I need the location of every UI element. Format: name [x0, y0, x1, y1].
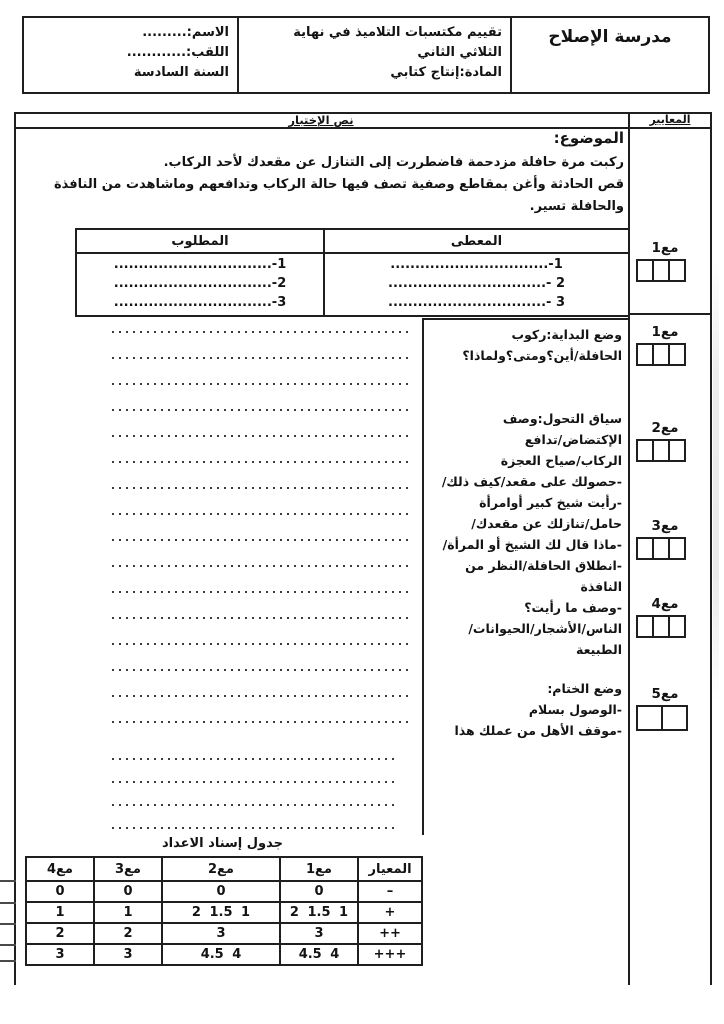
- criterion-label: مع1: [651, 240, 679, 256]
- cut-table-fragment: [0, 856, 16, 962]
- criterion-score-boxes: [636, 537, 694, 560]
- writing-dotted-line: [112, 359, 412, 385]
- grading-value-cell: 0: [280, 881, 358, 902]
- writing-dotted-line: [112, 541, 412, 567]
- guideline-line: حامل/تنازلك عن مقعدك/: [471, 516, 622, 531]
- guideline-line: -وصف ما رأيت؟: [524, 600, 622, 615]
- criteria-section: [636, 322, 694, 366]
- writing-dotted-line: [112, 437, 412, 463]
- writing-dotted-line: [112, 619, 412, 645]
- criterion-score-boxes: [636, 259, 694, 282]
- test-text-bar-title: نص الإختبار: [288, 113, 354, 127]
- criterion-score-boxes: [636, 615, 694, 638]
- guideline-line: وضع البداية:ركوب: [511, 327, 622, 342]
- grading-value-cell: 0: [94, 881, 162, 902]
- grading-table-row: [26, 902, 422, 923]
- criterion-label: مع2: [651, 420, 679, 436]
- guideline-line: -موقف الأهل من عملك هذا: [454, 723, 622, 738]
- subject-matter-line: المادة:إنتاج كتابي: [390, 65, 502, 80]
- grading-value-cell: 0: [26, 881, 94, 902]
- required-header: المطلوب: [76, 229, 324, 253]
- grading-value-cell: 3: [26, 944, 94, 965]
- guideline-line: الحافلة/أين؟ومتى؟ولماذا؟: [462, 348, 622, 363]
- score-box: [661, 705, 688, 731]
- school-name: مدرسة الإصلاح: [548, 27, 672, 47]
- guideline-line: -رأيت شيخ كبير أوامرأة: [479, 495, 622, 510]
- grading-value-cell: 4.5 4: [280, 944, 358, 965]
- assessment-title-line: الثلاثي الثاني: [417, 45, 502, 60]
- guideline-line: سياق التحول:وصف: [502, 411, 622, 426]
- writing-dotted-line: [112, 806, 395, 829]
- writing-dotted-line: [112, 645, 412, 671]
- writing-dotted-line: [112, 411, 412, 437]
- criterion-label: مع1: [651, 324, 679, 340]
- writing-dotted-line: [112, 307, 412, 333]
- grading-symbol-cell: +++: [358, 944, 422, 965]
- given-required-table: [75, 228, 630, 317]
- assessment-title-line: تقييم مكتسبات التلاميذ في نهاية: [293, 25, 502, 40]
- grading-table-row: [26, 923, 422, 944]
- grading-value-cell: 4.5 4: [162, 944, 280, 965]
- criteria-column-header: المعايير: [649, 113, 691, 126]
- criteria-section: [636, 594, 694, 638]
- grading-header-cell: مع3: [94, 857, 162, 881]
- subject-paragraph-line: ركبت مرة حافلة مزدحمة فاضطررت إلى التنازل عن مقعدك لأحد الركاب.: [163, 155, 624, 170]
- score-box: [668, 259, 686, 282]
- score-box: [636, 705, 663, 731]
- guideline-line: -انطلاق الحافلة/النظر من: [465, 558, 622, 573]
- student-info-cell: [24, 18, 237, 92]
- writing-dotted-line: [112, 385, 412, 411]
- criteria-section: [636, 418, 694, 462]
- criteria-section: [636, 684, 694, 731]
- grading-symbol-cell: ++: [358, 923, 422, 944]
- criteria-section: [636, 516, 694, 560]
- numbered-dotted-line: 2-................................: [113, 276, 287, 291]
- header-table: [22, 16, 710, 94]
- writing-dotted-line: [112, 463, 412, 489]
- grading-symbol-cell: +: [358, 902, 422, 923]
- writing-dotted-line: [112, 697, 412, 723]
- grading-header-cell: مع2: [162, 857, 280, 881]
- guideline-block: [426, 408, 622, 660]
- criterion-label: مع5: [651, 686, 679, 702]
- subject-paragraph-line: قص الحادثة وأغن بمقاطع وصفية تصف فيها حالة الركاب وتدافعهم وماشاهدت من النافذة: [53, 177, 624, 192]
- grading-value-cell: 1: [26, 902, 94, 923]
- grading-value-cell: 2 1.5 1: [280, 902, 358, 923]
- grading-value-cell: 2 1.5 1: [162, 902, 280, 923]
- guideline-block: [426, 324, 622, 366]
- given-header: المعطى: [324, 229, 629, 253]
- criteria-column: [630, 128, 710, 985]
- score-box: [668, 537, 686, 560]
- writing-dotted-line: [112, 760, 395, 783]
- cut-table-line: [0, 923, 16, 925]
- grading-value-cell: 2: [94, 923, 162, 944]
- subject-heading: الموضوع:: [553, 129, 624, 147]
- numbered-dotted-line: 2 -................................: [388, 276, 565, 291]
- writing-area-lower: [112, 737, 395, 829]
- writing-dotted-line: [112, 489, 412, 515]
- guideline-line: -الوصول بسلام: [528, 702, 622, 717]
- writing-dotted-line: [112, 567, 412, 593]
- numbered-dotted-line: 1-................................: [390, 257, 563, 272]
- cut-table-line: [0, 880, 16, 882]
- subject-paragraph-line: والحافلة تسير.: [529, 199, 624, 214]
- grading-table-row: [26, 881, 422, 902]
- main-frame-right-border: [710, 112, 712, 985]
- writing-dotted-line: [112, 333, 412, 359]
- grading-header-cell: مع4: [26, 857, 94, 881]
- criterion-score-boxes: [636, 343, 694, 366]
- writing-dotted-line: [112, 737, 395, 760]
- scanner-streak: [713, 262, 719, 702]
- grading-header-cell: المعيار: [358, 857, 422, 881]
- score-box: [668, 439, 686, 462]
- grading-value-cell: 2: [26, 923, 94, 944]
- writing-dotted-line: [112, 783, 395, 806]
- score-box: [668, 343, 686, 366]
- criterion-score-boxes: [636, 439, 694, 462]
- guideline-line: الإكتضاض/تدافع: [524, 432, 622, 447]
- grading-value-cell: 0: [162, 881, 280, 902]
- cut-table-line: [0, 960, 16, 962]
- numbered-dotted-line: 1-................................: [113, 257, 287, 272]
- criterion-label: مع4: [651, 596, 679, 612]
- guideline-line: الركاب/صياح العجزة: [500, 453, 622, 468]
- assessment-title-cell: [237, 18, 510, 92]
- guideline-line: الناس/الأشجار/الحيوانات/الطبيعة: [468, 621, 622, 657]
- school-name-cell: [510, 18, 708, 92]
- cut-table-line: [0, 902, 16, 904]
- grading-symbol-cell: –: [358, 881, 422, 902]
- grading-value-cell: 3: [162, 923, 280, 944]
- cut-table-line: [0, 944, 16, 946]
- grading-table-title: جدول إسناد الاعداد: [161, 836, 284, 851]
- guideline-line: -ماذا قال لك الشيخ أو المرأة/: [442, 537, 622, 552]
- guideline-line: النافذة: [580, 579, 622, 594]
- guideline-line: وضع الختام:: [547, 681, 622, 696]
- writing-dotted-line: [112, 515, 412, 541]
- grading-value-cell: 3: [280, 923, 358, 944]
- numbered-dotted-line: 3-................................: [113, 295, 287, 310]
- student-surname-field: اللقب:............: [126, 45, 229, 60]
- subject-paragraph: [16, 152, 624, 218]
- guidelines-column: [422, 318, 628, 835]
- grading-value-cell: 1: [94, 902, 162, 923]
- guideline-line: -حصولك على مقعد/كيف ذلك/: [441, 474, 622, 489]
- score-box: [668, 615, 686, 638]
- writing-dotted-line: [112, 671, 412, 697]
- writing-area-upper: [112, 307, 412, 723]
- grading-table-row: [26, 944, 422, 965]
- main-frame-left-border: [14, 112, 16, 985]
- grading-value-cell: 3: [94, 944, 162, 965]
- writing-dotted-line: [112, 593, 412, 619]
- criterion-score-boxes: [636, 705, 694, 731]
- criteria-section: [636, 238, 694, 282]
- criterion-label: مع3: [651, 518, 679, 534]
- numbered-dotted-line: 3 -................................: [388, 295, 565, 310]
- student-grade-label: السنة السادسة: [133, 65, 229, 80]
- guideline-block: [426, 678, 622, 741]
- grading-header-cell: مع1: [280, 857, 358, 881]
- grading-table: [25, 856, 423, 966]
- student-name-field: الاسم:.........: [142, 25, 229, 40]
